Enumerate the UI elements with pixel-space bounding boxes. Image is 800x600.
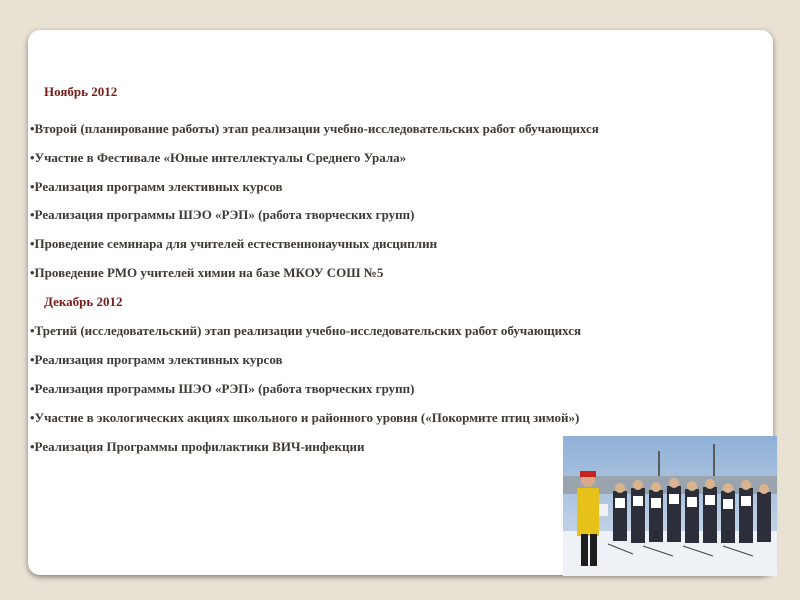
list-item: •Реализация программы ШЭО «РЭП» (работа творческих групп) <box>30 207 415 222</box>
ski-race-photo <box>563 436 777 576</box>
list-item: •Реализация программ элективных курсов <box>30 352 283 367</box>
list-item: •Реализация Программы профилактики ВИЧ-инфекции <box>30 439 365 454</box>
list-item: •Второй (планирование работы) этап реализации учебно-исследовательских работ обучающихся <box>30 121 599 136</box>
list-item: •Участие в Фестивале «Юные интеллектуалы Среднего Урала» <box>30 150 407 165</box>
list-item: •Реализация программ элективных курсов <box>30 179 283 194</box>
section-heading-december: Декабрь 2012 <box>44 294 123 309</box>
slide-card <box>28 30 773 575</box>
list-item: •Проведение семинара для учителей естественнонаучных дисциплин <box>30 236 438 251</box>
section-heading-november: Ноябрь 2012 <box>44 84 118 99</box>
list-item: •Реализация программы ШЭО «РЭП» (работа творческих групп) <box>30 381 415 396</box>
list-item: •Третий (исследовательский) этап реализации учебно-исследовательских работ обучающихся <box>30 323 582 338</box>
list-item: •Проведение РМО учителей химии на базе МКОУ СОШ №5 <box>30 265 384 280</box>
list-item: •Участие в экологических акциях школьного и районного уровня («Покормите птиц зимой») <box>30 410 580 425</box>
